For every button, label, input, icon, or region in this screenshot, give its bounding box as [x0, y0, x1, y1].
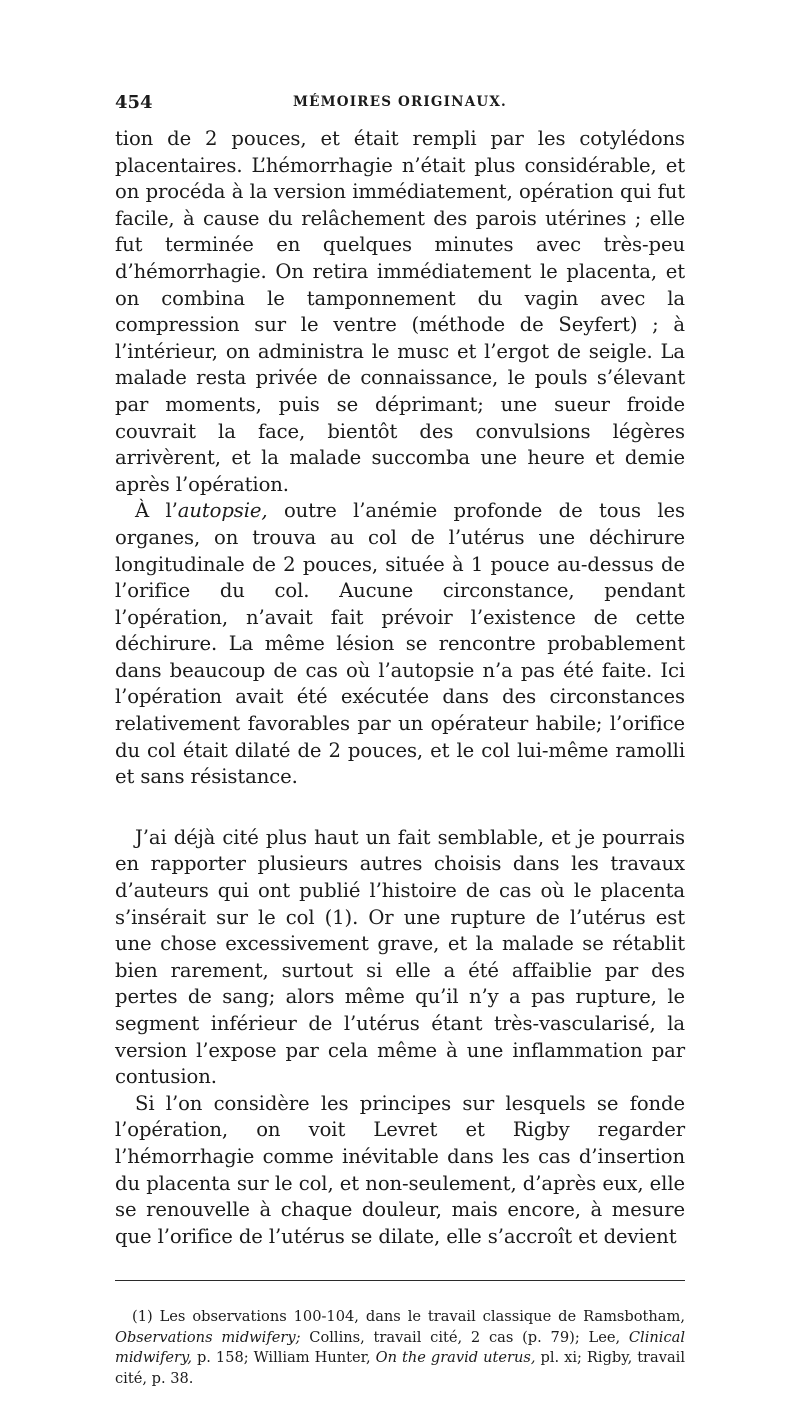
paragraph-gap — [115, 791, 685, 825]
paragraph-2 — [115, 498, 685, 791]
paragraph-1: tion de 2 pouces, et était rempli par les cotylédons placentaires. L’hémorrhagie n’était plus considérable, et on procéda à la version immédiatement, opération qui fut facile, à cause du relâchement des parois utérines ; elle fut terminée en quelques minutes avec très-peu d’hémorrhagie. On retira immédiatement le placenta, et on combina le tamponnement du vagin avec la compression sur le ventre (méthode de Seyfert) ; à l’intérieur, on administra le musc et l’ergot de seigle. La malade resta privée de connaissance, le pouls s’élevant par moments, puis se déprimant; une sueur froide couvrait la face, bientôt des convulsions légères arrivèrent, et la malade succomba une heure et demie après l’opération. — [115, 127, 685, 496]
paragraph-2-prefix: À l’ — [135, 499, 178, 523]
footnote-italic-2: Clinical midwifery, — [115, 1328, 685, 1367]
footnote-part-3: p. 158; William Hunter, — [191, 1349, 376, 1367]
paragraph-3: J’ai déjà cité plus haut un fait semblable, et je pourrais en rapporter plusieurs autres choisis dans les travaux d’auteurs qui ont publié l’histoire de cas où le placenta s’insérait sur le col (1). Or une rupture de l’utérus est une chose excessivement grave, et la malade se rétablit bien rarement, surtout si elle a été affaiblie par des pertes de sang; alors même qu’il n’y a pas rupture, le segment inférieur de l’utérus étant très-vascularisé, la version l’expose par cela même à une inflammation par contusion. — [115, 825, 685, 1089]
book-page — [115, 92, 685, 1404]
footnote-divider — [115, 1280, 685, 1281]
running-title: MÉMOIRES ORIGINAUX. — [293, 94, 507, 110]
paragraph-4: Si l’on considère les principes sur lesquels se fonde l’opération, on voit Levret et Rigby regarder l’hémorrhagie comme inévitable dans les cas d’insertion du placenta sur le col, et non-seulement, d’après eux, elle se renouvelle à chaque douleur, mais encore, à mesure que l’orifice de l’utérus se dilate, elle s’accroît et devient — [115, 1091, 685, 1248]
paragraph-2-rest: outre l’anémie profonde de tous les organes, on trouva au col de l’utérus une déchirure longitudinale de 2 pouces, située à 1 pouce au-dessus de l’orifice du col. Aucune circonstance, pendant l’opération, n’avait fait prévoir l’existence de cette déchirure. La même lésion se rencontre probablement dans beaucoup de cas où l’autopsie n’a pas été faite. Ici l’opération avait été exécutée dans des circonstances relativement favorables par un opérateur habile; l’orifice du col était dilaté de 2 pouces, et le col lui-même ramolli et sans résistance. — [115, 499, 685, 789]
footnote-part-1: (1) Les observations 100-104, dans le travail classique de Ramsbotham, — [132, 1308, 685, 1326]
page-number: 454 — [115, 92, 153, 113]
page-header — [115, 92, 685, 126]
footnote-part-2: Collins, travail cité, 2 cas (p. 79); Lee, — [300, 1328, 629, 1346]
body-text — [115, 126, 685, 1250]
footnote-italic-1: Observations midwifery; — [115, 1328, 301, 1346]
footnote-part-4: pl. xi; Rigby, travail cité, p. 38. — [115, 1349, 686, 1387]
footnote-italic-3: On the gravid uterus, — [375, 1349, 536, 1367]
paragraph-2-italic: autopsie, — [177, 499, 268, 523]
footnote — [115, 1307, 685, 1389]
